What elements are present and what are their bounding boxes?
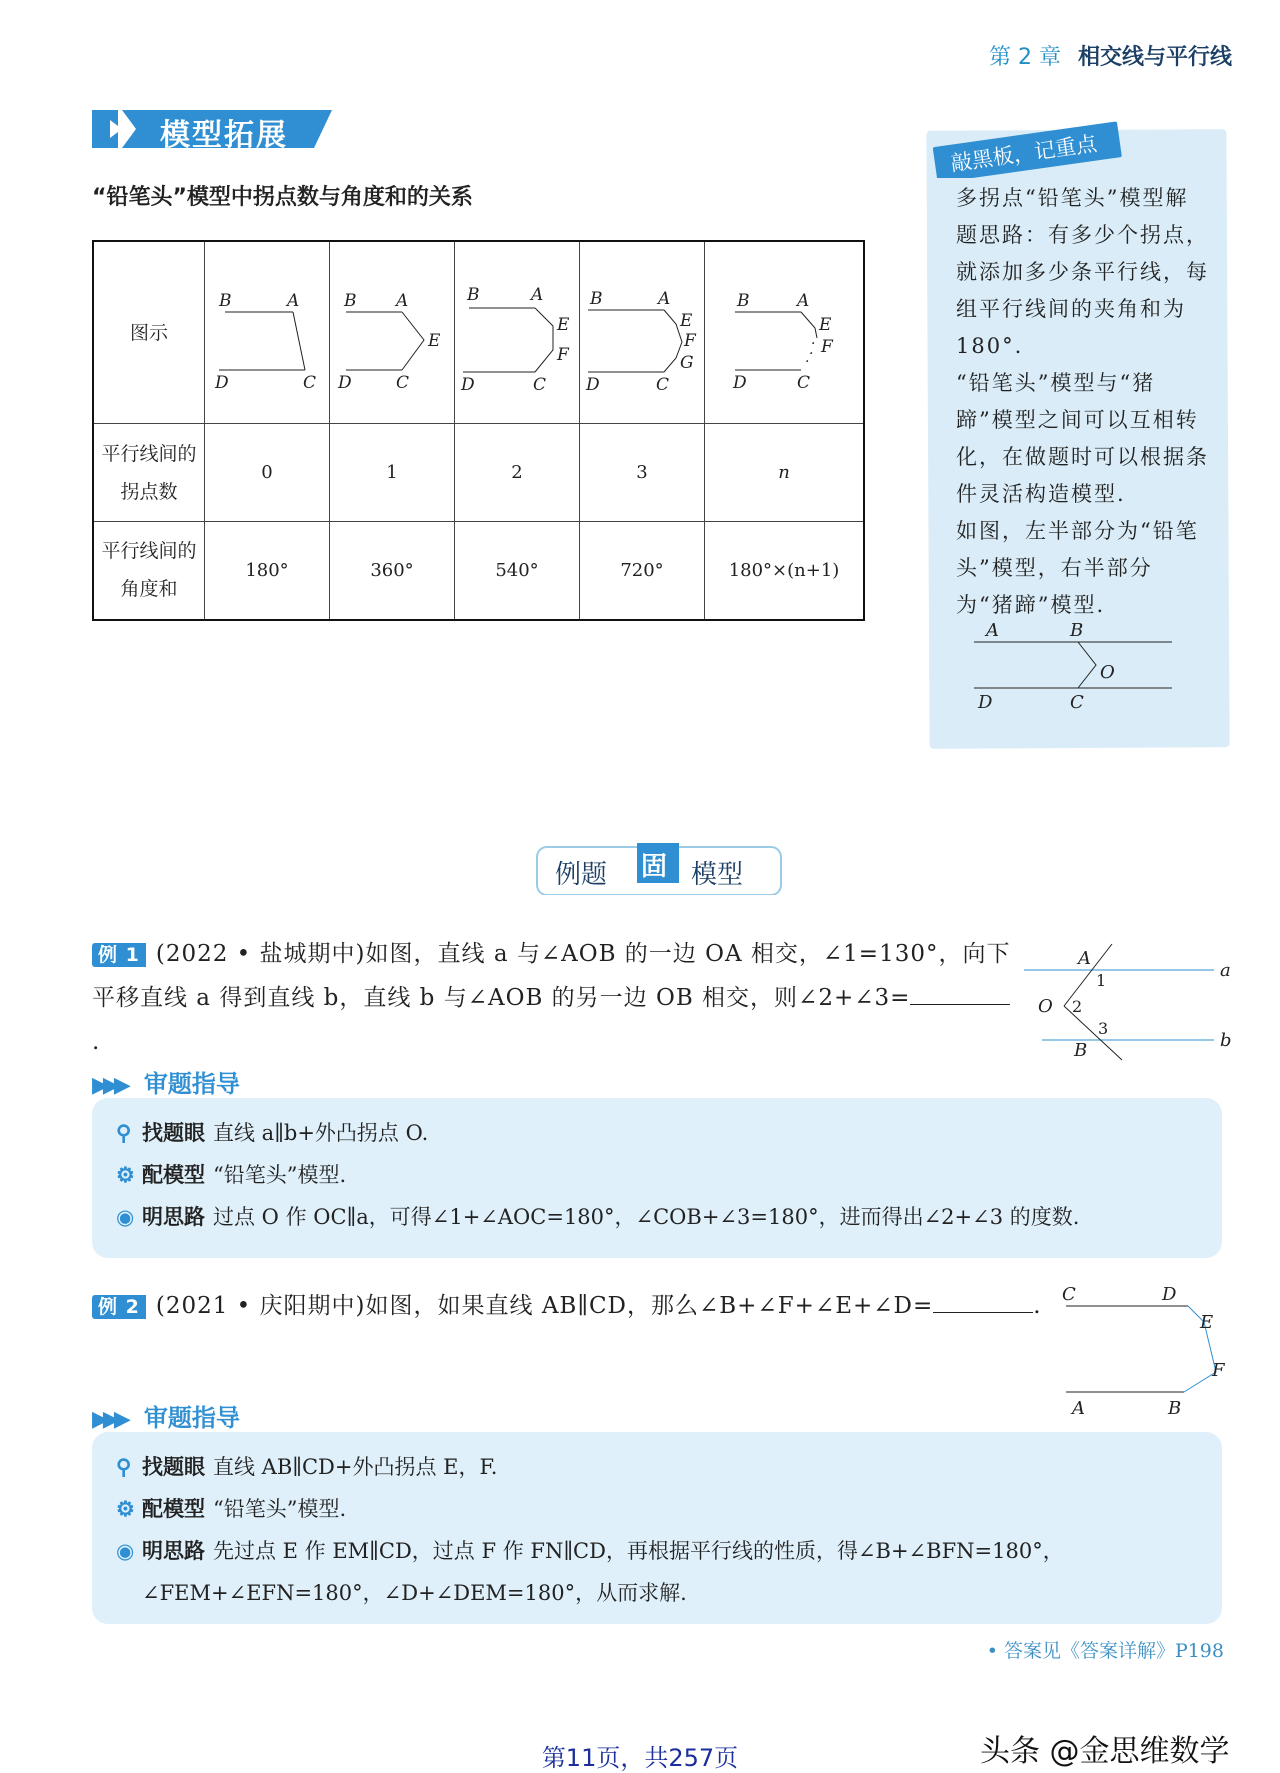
svg-text:C: C — [396, 373, 410, 393]
guide-1-title: 审题指导 — [143, 1070, 240, 1098]
svg-text:D: D — [338, 373, 352, 393]
svg-text:B: B — [1070, 620, 1084, 641]
svg-text:C: C — [303, 373, 317, 393]
guide-2-box — [92, 1432, 1222, 1624]
chapter-number: 第 2 章 — [989, 45, 1061, 70]
page-footer: 第11页，共257页 — [541, 1744, 739, 1772]
example-1-blank[interactable] — [910, 984, 1010, 1005]
svg-text:C: C — [1070, 692, 1084, 710]
example-2-text — [92, 1284, 1052, 1328]
note-paragraph-2: “铅笔头”模型与“猪蹄”模型之间可以互相转化，在做题时可以根据条件灵活构造模型. — [956, 371, 1209, 506]
svg-text:B: B — [344, 291, 357, 311]
svg-text:B: B — [1074, 1040, 1088, 1061]
example-title-right: 模型 — [691, 860, 744, 890]
svg-text:A: A — [797, 291, 810, 311]
diagram-cell-n — [705, 241, 865, 424]
turn-count-n: n — [705, 424, 865, 522]
note-figure — [966, 620, 1186, 710]
chapter-title: 相交线与平行线 — [1077, 45, 1232, 70]
model-subheading: “铅笔头”模型中拐点数与角度和的关系 — [92, 185, 473, 210]
svg-text:A: A — [658, 289, 671, 309]
svg-text:a: a — [1220, 960, 1231, 981]
svg-text:C: C — [1062, 1284, 1076, 1305]
guide-1-line-3 — [116, 1196, 1198, 1238]
diagram-cell-1 — [330, 241, 455, 424]
svg-text:B: B — [219, 291, 232, 311]
diagram-cell-3 — [580, 241, 705, 424]
svg-text:B: B — [467, 285, 480, 305]
guide-2-key-1: 找题眼 — [142, 1455, 205, 1479]
guide-1-key-1: 找题眼 — [142, 1121, 205, 1145]
guide-2-header — [92, 1398, 240, 1433]
svg-text:O: O — [1100, 662, 1115, 683]
example-1-text — [92, 932, 1012, 1064]
guide-2-line-1 — [116, 1446, 1198, 1488]
guide-1-header — [92, 1064, 240, 1099]
svg-text:D: D — [733, 373, 747, 393]
svg-text:·: · — [809, 346, 814, 362]
guide-2-text-4: ∠FEM+∠EFN=180°，∠D+∠DEM=180°，从而求解. — [142, 1581, 687, 1605]
svg-text:A: A — [396, 291, 409, 311]
side-note-tag-text: 敲黑板，记重点 — [949, 131, 1099, 176]
example-1-source: (2022 • 盐城期中) — [155, 941, 366, 967]
note-paragraph-3: 如图，左半部分为“铅笔头”模型，右半部分为“猪蹄”模型. — [956, 519, 1199, 617]
example-1-end: . — [92, 1029, 101, 1055]
example-2-blank[interactable] — [933, 1292, 1033, 1313]
note-paragraph-1: 多拐点“铅笔头”模型解题思路：有多少个拐点，就添加多少条平行线，每组平行线间的夹角和为 180°. — [956, 186, 1209, 358]
example-1-label: 例 1 — [92, 943, 146, 967]
gear-icon: ⚙ — [116, 1162, 135, 1187]
side-note-text — [956, 180, 1211, 624]
svg-text:B: B — [737, 291, 750, 311]
svg-text:D: D — [461, 375, 475, 395]
example-title-icon: 固 — [641, 852, 668, 882]
row-header-angle-sum: 平行线间的角度和 — [93, 522, 205, 620]
side-note-tag — [928, 120, 1128, 178]
svg-text:A: A — [1078, 948, 1091, 969]
guide-1-content — [92, 1098, 1222, 1252]
svg-text:O: O — [1038, 996, 1053, 1017]
chapter-header — [989, 40, 1232, 71]
svg-text:B: B — [1168, 1398, 1182, 1414]
svg-text:E: E — [557, 315, 570, 335]
magnifier-icon: ⚲ — [116, 1454, 132, 1479]
guide-2-text-3: 先过点 E 作 EM∥CD，过点 F 作 FN∥CD，再根据平行线的性质，得∠B+∠BFN=180°， — [213, 1539, 1064, 1563]
svg-text:E: E — [819, 315, 832, 335]
guide-1-line-1 — [116, 1112, 1198, 1154]
guide-2-line-3 — [116, 1530, 1198, 1572]
guide-1-text-3: 过点 O 作 OC∥a，可得∠1+∠AOC=180°，∠COB+∠3=180°，进而得出∠2+∠3 的度数. — [213, 1205, 1080, 1229]
guide-2-arrows-icon: ▶▶▶ — [92, 1407, 125, 1432]
svg-text:A: A — [287, 291, 300, 311]
guide-2-text-1: 直线 AB∥CD+外凸拐点 E，F. — [213, 1455, 498, 1479]
svg-text:3: 3 — [1098, 1019, 1109, 1038]
row-header-turn-count: 平行线间的拐点数 — [93, 424, 205, 522]
guide-1-key-2: 配模型 — [142, 1163, 205, 1187]
guide-1-arrows-icon: ▶▶▶ — [92, 1073, 125, 1098]
svg-text:F: F — [821, 337, 833, 357]
svg-text:·: · — [811, 336, 816, 352]
svg-text:A: A — [531, 285, 544, 305]
example-1-question: 如图，直线 a 与∠AOB 的一边 OA 相交，∠1=130°，向下平移直线 a 得到直线 b，直线 b 与∠AOB 的另一边 OB 相交，则∠2+∠3= — [92, 941, 1011, 1011]
turn-count-1: 1 — [330, 424, 455, 522]
svg-text:B: B — [590, 289, 603, 309]
guide-2-line-2 — [116, 1488, 1198, 1530]
example-2-figure — [1052, 1280, 1236, 1414]
guide-1-text-1: 直线 a∥b+外凸拐点 O. — [213, 1121, 429, 1145]
svg-text:C: C — [797, 373, 811, 393]
pencil-model-1-figure — [330, 242, 454, 418]
angle-sum-2: 540° — [455, 522, 580, 620]
guide-2-key-3: 明思路 — [142, 1539, 205, 1563]
turn-count-2: 2 — [455, 424, 580, 522]
guide-1-line-2 — [116, 1154, 1198, 1196]
example-2-label: 例 2 — [92, 1295, 146, 1319]
svg-text:E: E — [428, 331, 441, 351]
guide-2-line-4 — [116, 1572, 1198, 1614]
answer-reference: • 答案见《答案详解》P198 — [986, 1640, 1224, 1662]
diagram-cell-2 — [455, 241, 580, 424]
example-section-title — [535, 843, 785, 895]
svg-text:C: C — [656, 375, 670, 395]
eye-icon: ◉ — [116, 1204, 135, 1229]
svg-text:A: A — [1072, 1398, 1085, 1414]
angle-sum-1: 360° — [330, 522, 455, 620]
svg-text:2: 2 — [1072, 997, 1083, 1016]
svg-text:F: F — [1212, 1360, 1225, 1381]
gear-icon: ⚙ — [116, 1496, 135, 1521]
svg-text:D: D — [1162, 1284, 1177, 1305]
svg-text:F: F — [557, 345, 569, 365]
svg-text:D: D — [586, 375, 600, 395]
diagram-cell-0 — [205, 241, 330, 424]
guide-2-title: 审题指导 — [143, 1404, 240, 1432]
guide-1-text-2: “铅笔头”模型. — [213, 1163, 347, 1187]
svg-text:b: b — [1220, 1030, 1232, 1051]
watermark: 头条 @金思维数学 — [980, 1734, 1230, 1769]
example-2-source: (2021 • 庆阳期中) — [155, 1293, 366, 1319]
example-2-end: . — [1033, 1293, 1042, 1319]
angle-sum-0: 180° — [205, 522, 330, 620]
svg-text:E: E — [1200, 1312, 1214, 1333]
example-2-question: 如图，如果直线 AB∥CD，那么∠B+∠F+∠E+∠D= — [365, 1293, 934, 1319]
svg-text:E: E — [680, 311, 693, 331]
row-header-diagram: 图示 — [93, 241, 205, 424]
section-banner-title: 模型拓展 — [160, 118, 288, 153]
turn-count-0: 0 — [205, 424, 330, 522]
guide-2-key-2: 配模型 — [142, 1497, 205, 1521]
example-title-left: 例题 — [555, 860, 608, 890]
pencil-model-0-figure — [205, 242, 329, 418]
answer-reference-text: 答案见《答案详解》P198 — [1003, 1640, 1224, 1662]
eye-icon: ◉ — [116, 1538, 135, 1563]
svg-text:F: F — [684, 331, 696, 351]
pencil-model-n-figure — [705, 242, 863, 418]
model-table — [92, 240, 865, 621]
turn-count-3: 3 — [580, 424, 705, 522]
angle-sum-3: 720° — [580, 522, 705, 620]
svg-text:G: G — [680, 353, 694, 373]
guide-2-text-2: “铅笔头”模型. — [213, 1497, 347, 1521]
guide-1-key-3: 明思路 — [142, 1205, 205, 1229]
svg-text:D: D — [978, 692, 993, 710]
svg-text:A: A — [986, 620, 999, 641]
svg-text:D: D — [215, 373, 229, 393]
example-1-figure — [1018, 932, 1242, 1062]
pencil-model-2-figure — [455, 242, 579, 418]
svg-text:C: C — [533, 375, 547, 395]
angle-sum-n: 180°×(n+1) — [705, 522, 865, 620]
svg-text:·: · — [805, 354, 810, 370]
guide-2-content — [92, 1432, 1222, 1628]
svg-text:1: 1 — [1096, 971, 1107, 990]
magnifier-icon: ⚲ — [116, 1120, 132, 1145]
guide-1-box — [92, 1098, 1222, 1258]
pencil-model-3-figure — [580, 242, 704, 418]
